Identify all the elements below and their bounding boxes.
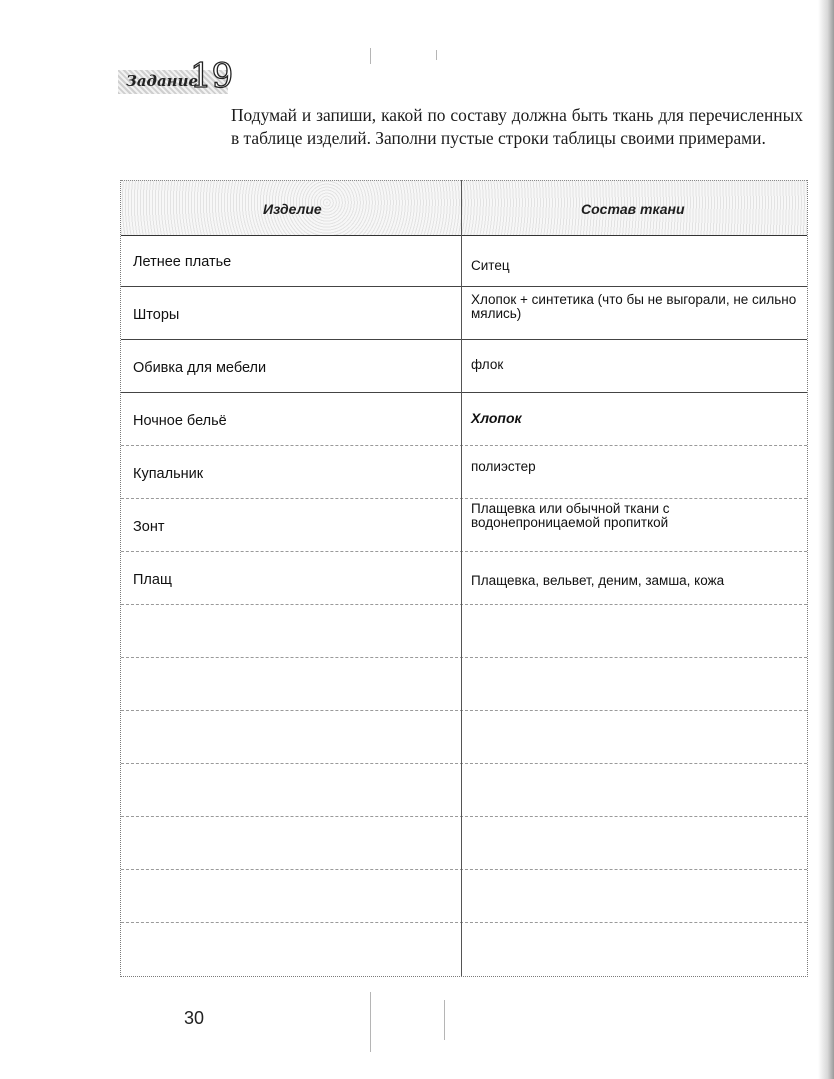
row-composition: флок	[471, 357, 504, 372]
empty-row[interactable]	[121, 870, 807, 923]
row-composition: Плащевка или обычной ткани с водонепроницаемой пропиткой	[471, 501, 670, 530]
table-row	[121, 393, 807, 446]
scan-speck	[444, 1000, 445, 1040]
table-header	[121, 180, 807, 236]
scan-speck	[370, 48, 371, 64]
empty-row[interactable]	[121, 923, 807, 976]
column-divider	[461, 180, 462, 976]
row-composition: полиэстер	[471, 459, 536, 474]
table-row	[121, 234, 807, 287]
empty-row[interactable]	[121, 764, 807, 817]
row-item: Купальник	[133, 466, 204, 482]
row-item: Летнее платье	[133, 254, 232, 270]
row-item: Ночное бельё	[133, 413, 227, 429]
row-composition: Хлопок	[471, 410, 522, 426]
row-item: Плащ	[133, 572, 172, 588]
page-edge-shadow	[818, 0, 834, 1079]
row-composition: Ситец	[471, 258, 510, 273]
page-number: 30	[184, 1008, 205, 1028]
row-item: Шторы	[133, 307, 180, 323]
empty-row[interactable]	[121, 658, 807, 711]
scan-speck	[370, 992, 371, 1052]
table-row	[121, 552, 807, 605]
table-row	[121, 499, 807, 552]
row-item: Обивка для мебели	[133, 360, 267, 376]
table-row	[121, 287, 807, 340]
row-item: Зонт	[133, 519, 165, 535]
table-row	[121, 446, 807, 499]
task-label: Задание	[126, 72, 199, 90]
empty-row[interactable]	[121, 605, 807, 658]
scan-speck	[436, 50, 437, 60]
task-header	[118, 56, 234, 96]
task-instruction: Подумай и запиши, какой по составу должна быть ткань для перечисленных в таблице изделий. Заполни пустые строки таблицы своими примерами.	[231, 105, 803, 148]
fabric-table	[120, 180, 808, 977]
empty-row[interactable]	[121, 711, 807, 764]
empty-row[interactable]	[121, 817, 807, 870]
row-composition: Хлопок + синтетика (что бы не выгорали, не сильно мялись)	[471, 292, 797, 321]
header-item: Изделие	[263, 201, 322, 217]
header-composition: Состав ткани	[581, 201, 685, 217]
table-row	[121, 340, 807, 393]
row-composition: Плащевка, вельвет, деним, замша, кожа	[471, 573, 725, 588]
task-number: 19	[190, 56, 234, 96]
